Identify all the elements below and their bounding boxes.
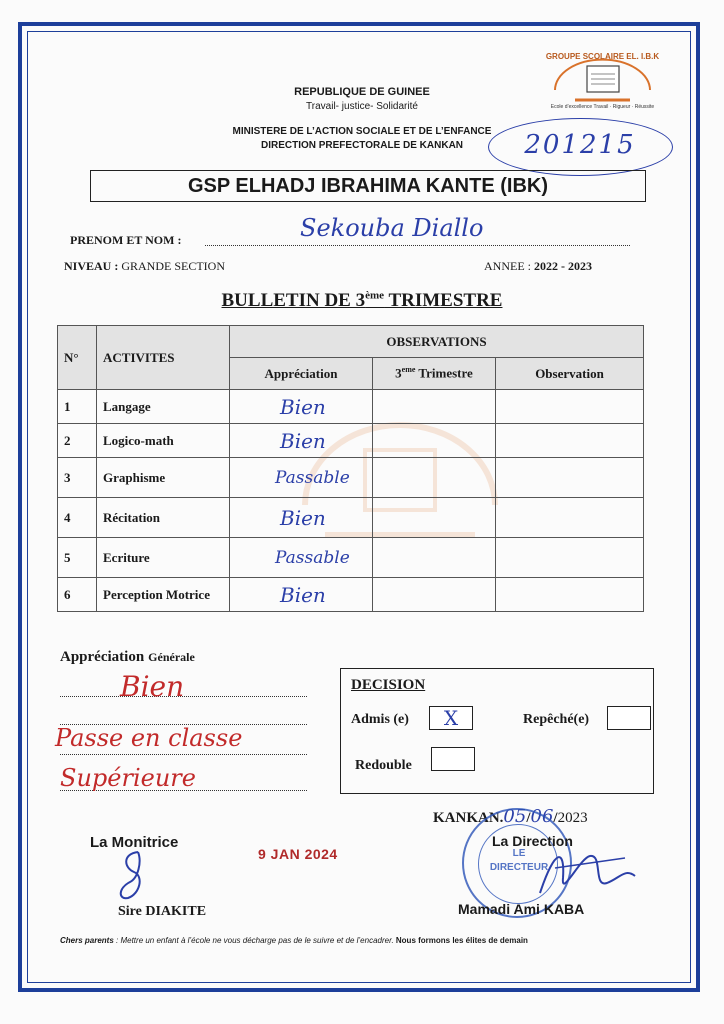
general-handwriting-1: Bien [120, 670, 185, 703]
year-value: 2022 - 2023 [534, 259, 592, 273]
received-date-stamp: 9 JAN 2024 [258, 846, 338, 862]
row-number: 4 [58, 498, 97, 538]
level-value: GRANDE SECTION [121, 259, 226, 273]
col-header-observation: Observation [496, 358, 644, 390]
row-observation-cell [496, 498, 644, 538]
general-appreciation-label [60, 648, 195, 666]
col-header-number: N° [58, 326, 97, 390]
row-observation-cell [496, 578, 644, 612]
row-appreciation: Passable [230, 458, 373, 498]
row-activity: Langage [97, 390, 230, 424]
admis-label: Admis (e) [351, 712, 409, 727]
year-row [484, 259, 592, 274]
bulletin-title [0, 290, 724, 312]
direction-signature [535, 838, 640, 908]
table-row [58, 424, 644, 458]
school-name-box [90, 170, 646, 202]
col-header-trimester [373, 358, 496, 390]
repeche-checkbox[interactable] [607, 706, 651, 730]
row-appreciation: Bien [230, 424, 373, 458]
col-header-appreciation: Appréciation [230, 358, 373, 390]
name-dotted-line [205, 244, 630, 246]
student-name: Sekouba Diallo [300, 214, 484, 242]
row-trimester-cell [373, 424, 496, 458]
row-observation-cell [496, 538, 644, 578]
footer-text: : Mettre un enfant à l’école ne vous décharge pas de le suivre et de l’encadrer. [113, 936, 396, 945]
year-label: ANNEE : [484, 259, 531, 273]
monitrice-title: La Monitrice [90, 834, 179, 851]
date-year: 2023 [557, 810, 588, 826]
row-trimester-cell [373, 578, 496, 612]
school-logo [545, 52, 660, 118]
table-row [58, 578, 644, 612]
direction-stamp-line-2: DIRECTEUR [489, 862, 549, 873]
table-row [58, 390, 644, 424]
row-activity: Perception Motrice [97, 578, 230, 612]
monitrice-name: Sire DIAKITE [118, 904, 207, 919]
level-label: NIVEAU : [64, 259, 119, 273]
row-appreciation: Bien [230, 578, 373, 612]
row-observation-cell [496, 424, 644, 458]
row-number: 3 [58, 458, 97, 498]
school-name: GSP ELHADJ IBRAHIMA KANTE (IBK) [187, 175, 548, 197]
footer-note [60, 936, 680, 945]
row-appreciation: Bien [230, 390, 373, 424]
date-day: 05 [503, 806, 527, 827]
repeche-label: Repêché(e) [523, 712, 590, 727]
admis-checkbox[interactable] [429, 706, 473, 730]
trimester-prefix: 3 [395, 365, 402, 381]
row-number: 5 [58, 538, 97, 578]
student-id: 201215 [524, 130, 636, 160]
row-observation-cell [496, 390, 644, 424]
city: KANKAN. [433, 810, 504, 826]
row-trimester-cell [373, 458, 496, 498]
trimester-suffix: Trimestre [415, 365, 473, 381]
table-row [58, 458, 644, 498]
col-header-observations: OBSERVATIONS [230, 326, 644, 358]
direction-stamp-line-1: LE [512, 848, 526, 859]
decision-title: DECISION [351, 677, 426, 693]
country-heading: REPUBLIQUE DE GUINEE [294, 86, 430, 98]
row-activity: Logico-math [97, 424, 230, 458]
level-row [64, 259, 225, 274]
row-number: 1 [58, 390, 97, 424]
logo-top-text: GROUPE SCOLAIRE EL. I.B.K [545, 52, 660, 61]
admis-check-mark: X [443, 706, 459, 730]
row-activity: Récitation [97, 498, 230, 538]
row-trimester-cell [373, 390, 496, 424]
decision-box [340, 668, 654, 794]
row-activity: Graphisme [97, 458, 230, 498]
row-activity: Ecriture [97, 538, 230, 578]
direction-heading: DIRECTION PREFECTORALE DE KANKAN [260, 140, 464, 151]
direction-title: La Direction [492, 833, 573, 849]
table-row [58, 538, 644, 578]
general-handwriting-2: Passe en classe [55, 724, 243, 752]
general-label-small: Générale [148, 650, 195, 664]
date-month: 06 [530, 806, 554, 827]
row-observation-cell [496, 458, 644, 498]
logo-bottom-text: Ecole d’excellence Travail · Rigueur · Réussite [550, 104, 655, 110]
general-handwriting-3: Supérieure [60, 764, 196, 792]
row-trimester-cell [373, 538, 496, 578]
bulletin-title-sup: ème [365, 290, 385, 302]
table-row [58, 498, 644, 538]
row-trimester-cell [373, 498, 496, 538]
row-number: 2 [58, 424, 97, 458]
monitrice-signature [112, 848, 152, 904]
bulletin-title-suffix: TRIMESTRE [384, 290, 503, 312]
bulletin-title-prefix: BULLETIN DE 3 [221, 290, 366, 312]
general-label-main: Appréciation [60, 649, 145, 665]
footer-label: Chers parents [60, 936, 114, 945]
name-label: PRENOM ET NOM : [70, 233, 182, 247]
footer-slogan: Nous formons les élites de demain [395, 936, 528, 945]
row-appreciation: Passable [230, 538, 373, 578]
country-motto: Travail- justice- Solidarité [306, 101, 418, 112]
ministry-heading: MINISTERE DE L’ACTION SOCIALE ET DE L’ENFANCE [232, 126, 492, 137]
redouble-label: Redouble [355, 758, 412, 773]
director-name: Mamadi Ami KABA [458, 901, 585, 917]
row-number: 6 [58, 578, 97, 612]
grades-table [57, 325, 644, 612]
trimester-sup: eme [401, 365, 416, 375]
place-date: KANKAN.05/06/2023 [433, 806, 588, 827]
row-appreciation: Bien [230, 498, 373, 538]
redouble-checkbox[interactable] [431, 747, 475, 771]
general-line-3 [60, 754, 307, 755]
col-header-activities: ACTIVITES [97, 326, 230, 390]
